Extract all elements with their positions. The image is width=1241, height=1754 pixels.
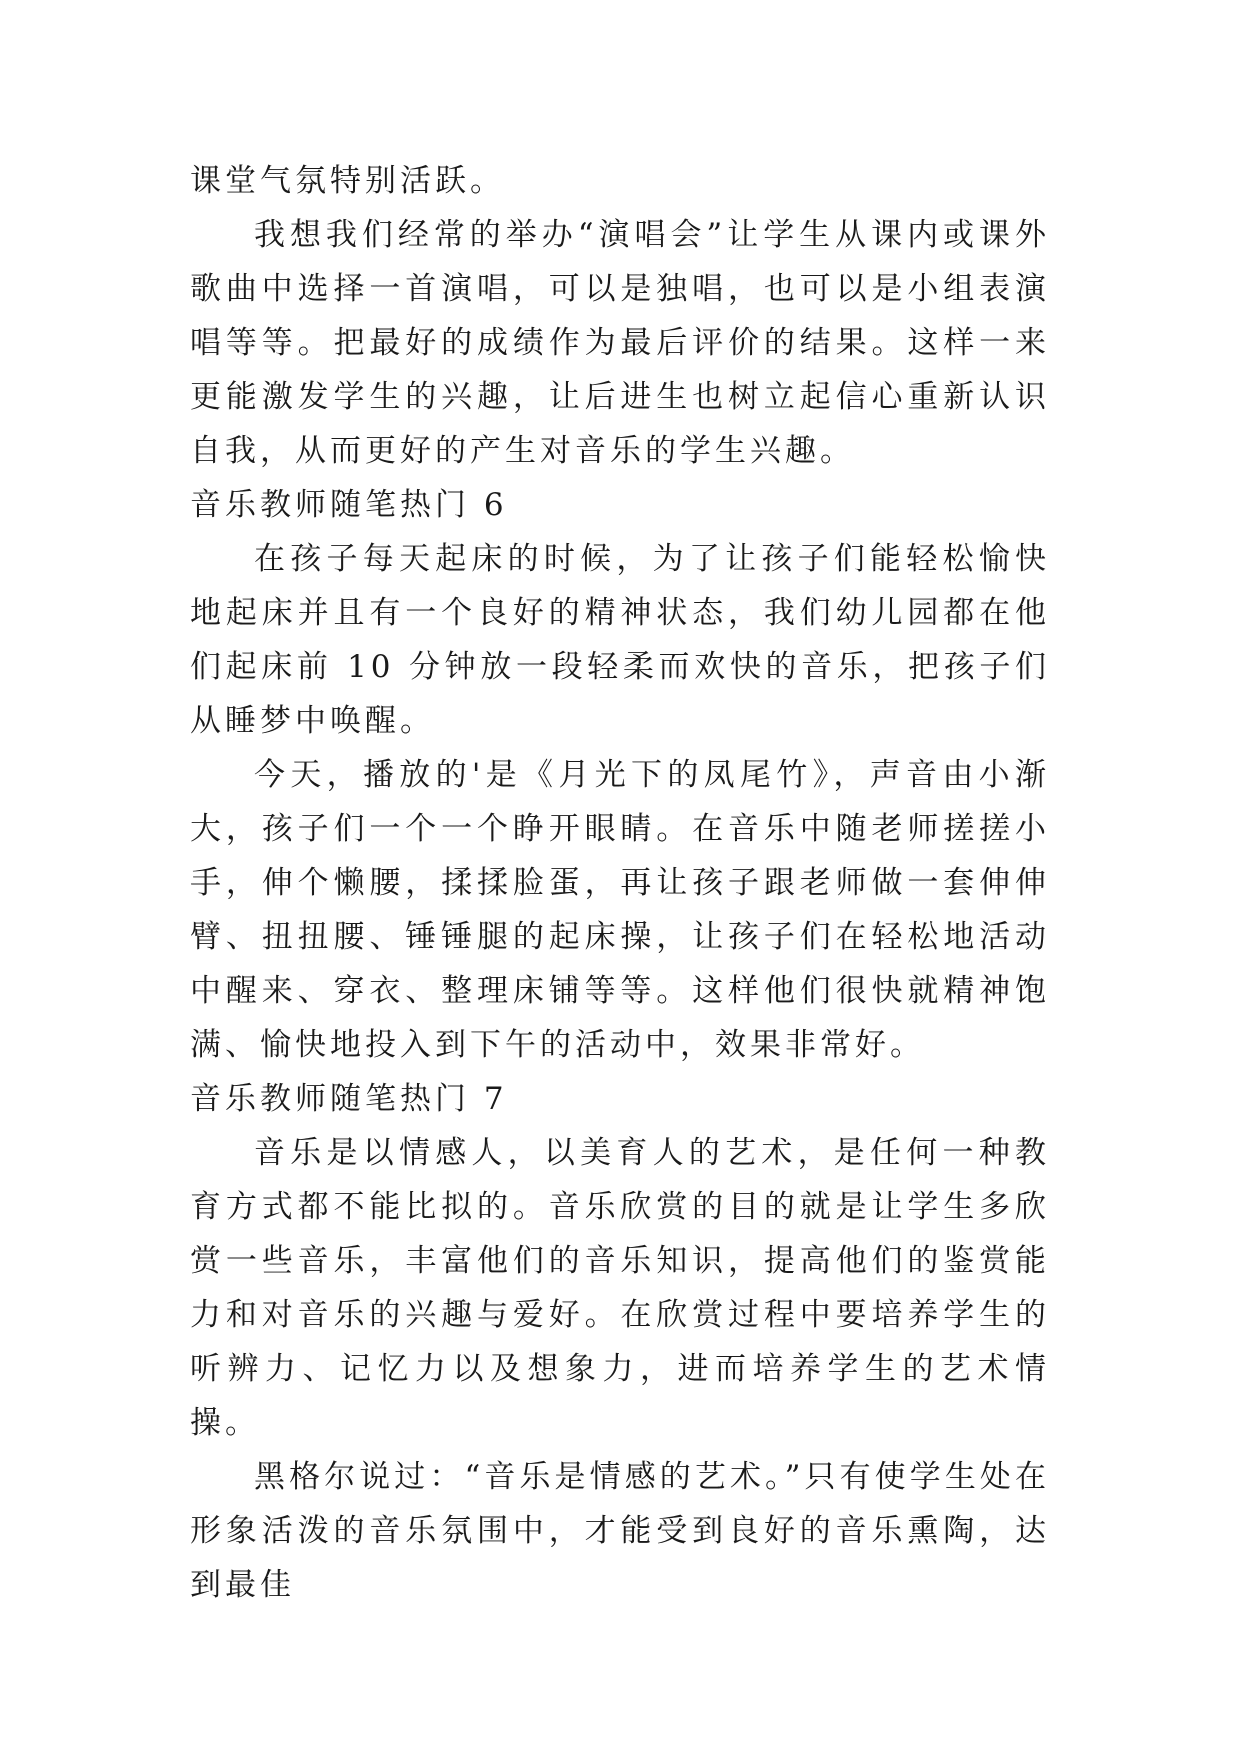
paragraph-text: 课堂气氛特别活跃。	[190, 163, 505, 199]
section-heading: 音乐教师随笔热门 6	[190, 487, 508, 523]
paragraph-text: 音乐是以情感人，以美育人的艺术，是任何一种教育方式都不能比拟的。音乐欣赏的目的就是让学生多欣赏一些音乐，丰富他们的音乐知识，提高他们的鉴赏能力和对音乐的兴趣与爱好。在欣赏过程中要培养学生的听辨力、记忆力以及想象力，进而培养学生的艺术情操。	[190, 1135, 1050, 1441]
paragraph-text: 黑格尔说过：“音乐是情感的艺术。”只有使学生处在形象活泼的音乐氛围中，才能受到良好的音乐熏陶，达到最佳	[190, 1459, 1050, 1603]
paragraph-text: 今天，播放的'是《月光下的凤尾竹》，声音由小渐大，孩子们一个一个睁开眼睛。在音乐中随老师搓搓小手，伸个懒腰，揉揉脸蛋，再让孩子跟老师做一套伸伸臂、扭扭腰、锤锤腿的起床操，让孩子们在轻松地活动中醒来、穿衣、整理床铺等等。这样他们很快就精神饱满、愉快地投入到下午的活动中，效果非常好。	[190, 757, 1050, 1063]
section-heading: 音乐教师随笔热门 7	[190, 1081, 508, 1117]
paragraph-text: 在孩子每天起床的时候，为了让孩子们能轻松愉快地起床并且有一个良好的精神状态，我们幼儿园都在他们起床前 10 分钟放一段轻柔而欢快的音乐，把孩子们从睡梦中唤醒。	[190, 541, 1050, 739]
paragraph-text: 我想我们经常的举办“演唱会”让学生从课内或课外歌曲中选择一首演唱，可以是独唱，也可以是小组表演唱等等。把最好的成绩作为最后评价的结果。这样一来更能激发学生的兴趣，让后进生也树立起信心重新认识自我，从而更好的产生对音乐的学生兴趣。	[190, 217, 1050, 469]
document-body	[190, 154, 1050, 1612]
